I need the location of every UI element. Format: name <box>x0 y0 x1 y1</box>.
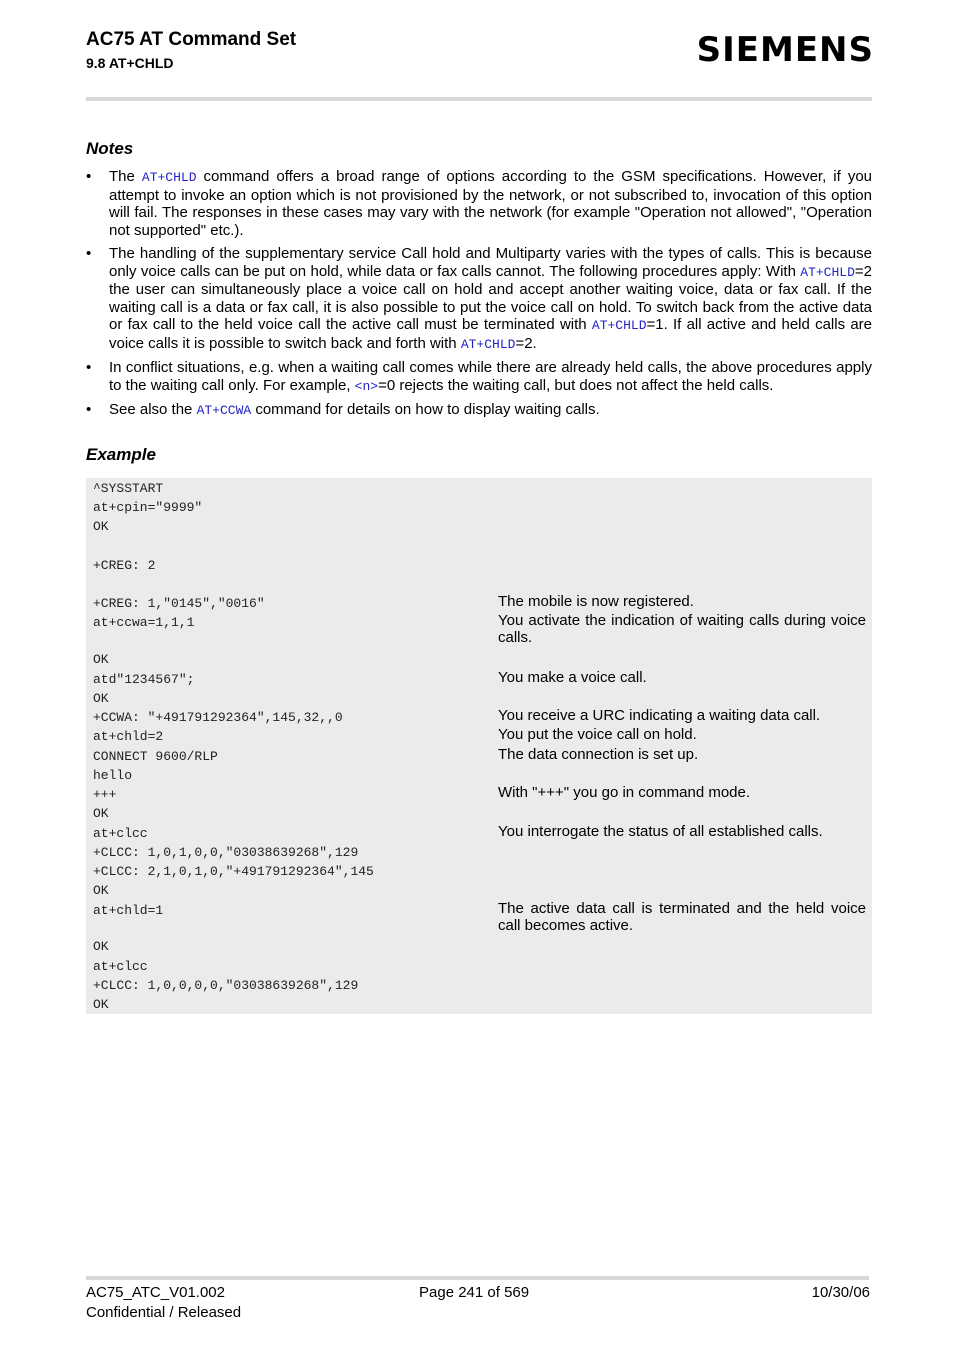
code-line: OK <box>93 806 109 821</box>
code-line: at+clcc <box>93 826 148 841</box>
example-comment: You activate the indication of waiting calls during voice calls. <box>498 612 866 646</box>
command-link[interactable]: AT+CHLD <box>141 170 197 185</box>
note-text: The handling of the supplementary service Call hold and Multiparty varies with the types of calls. This is because only voice calls can be put on hold, while data or fax calls cannot. The following procedures apply: With <box>109 245 872 280</box>
code-line: CONNECT 9600/RLP <box>93 749 218 764</box>
note-text: =1. If all active and held calls are voice calls it is possible to switch back and forth with <box>109 316 873 352</box>
notes-heading: Notes <box>86 139 134 158</box>
note-text: =2 the user can simultaneously place a voice call on hold and accept another waiting voice, data or fax call. If the waiting call is a data or fax call, it is also possible to put the voice call on hold. To switch back from the active data or fax call to the held voice call the active call must be terminated with <box>109 262 872 333</box>
code-line: +CCWA: "+491791292364",145,32,,0 <box>93 710 343 725</box>
note-text: The <box>109 168 142 185</box>
example-comment: You make a voice call. <box>498 669 647 686</box>
command-link[interactable]: AT+CHLD <box>800 264 855 280</box>
example-comment: You put the voice call on hold. <box>498 726 697 743</box>
code-line: +CLCC: 1,0,0,0,0,"03038639268",129 <box>93 978 359 993</box>
code-line: OK <box>93 519 109 534</box>
code-line: OK <box>93 883 109 898</box>
note-bullet <box>86 401 872 420</box>
example-box <box>86 478 872 1014</box>
code-line: at+ccwa=1,1,1 <box>93 615 195 630</box>
bullet-dot: • <box>86 401 92 418</box>
example-comment: You interrogate the status of all established calls. <box>498 823 823 840</box>
notes-list <box>86 168 872 426</box>
code-line: +++ <box>93 787 117 802</box>
footer-date: 10/30/06 <box>811 1284 870 1301</box>
code-line: +CREG: 1,"0145","0016" <box>93 596 265 611</box>
code-line: at+cpin="9999" <box>93 500 203 515</box>
command-link[interactable]: <n> <box>354 378 379 394</box>
footer-page-number: Page 241 of 569 <box>419 1284 530 1301</box>
header-subtitle: 9.8 AT+CHLD <box>86 55 174 71</box>
command-link[interactable]: AT+CCWA <box>196 403 252 418</box>
footer-status: Confidential / Released <box>86 1304 242 1321</box>
code-line: OK <box>93 939 109 954</box>
footer-doc-id: AC75_ATC_V01.002 <box>86 1284 225 1301</box>
bullet-dot: • <box>86 245 92 262</box>
note-text: command for details on how to display waiting calls. <box>251 401 600 418</box>
note-bullet <box>86 245 872 353</box>
note-text: In conflict situations, e.g. when a waiting call comes while there are already held calls, the above procedures apply to the waiting call only. For example, <box>109 359 872 394</box>
header-title: AC75 AT Command Set <box>86 29 297 50</box>
note-bullet <box>86 359 872 395</box>
header-rule <box>86 97 872 101</box>
code-line: at+chld=1 <box>93 903 164 918</box>
code-line: OK <box>93 997 109 1012</box>
code-line: at+chld=2 <box>93 729 164 744</box>
note-text: See also the <box>109 401 197 418</box>
code-line: at+clcc <box>93 959 148 974</box>
code-line: hello <box>93 768 133 783</box>
example-comment: You receive a URC indicating a waiting data call. <box>498 707 821 724</box>
note-text: =0 rejects the waiting call, but does not affect the held calls. <box>378 376 774 394</box>
code-line: OK <box>93 652 109 667</box>
example-heading: Example <box>86 445 156 464</box>
bullet-dot: • <box>86 359 92 376</box>
example-comment: The mobile is now registered. <box>498 593 694 610</box>
bullet-dot: • <box>86 168 92 185</box>
code-line: atd"1234567"; <box>93 672 195 687</box>
example-comment: With "+++" you go in command mode. <box>498 784 751 801</box>
example-comment: The data connection is set up. <box>498 746 699 763</box>
note-bullet <box>86 168 872 239</box>
command-link[interactable]: AT+CHLD <box>460 336 516 352</box>
footer-rule <box>86 1276 869 1280</box>
code-line: +CREG: 2 <box>93 558 156 573</box>
note-text: =2. <box>515 334 537 352</box>
example-comment: The active data call is terminated and the held voice call becomes active. <box>498 900 866 934</box>
code-line: OK <box>93 691 109 706</box>
code-line: ^SYSSTART <box>93 481 164 496</box>
command-link[interactable]: AT+CHLD <box>591 318 647 333</box>
siemens-logo: SIEMENS <box>696 30 874 70</box>
code-line: +CLCC: 1,0,1,0,0,"03038639268",129 <box>93 845 359 860</box>
note-text: command offers a broad range of options according to the GSM specifications. However, if you attempt to invoke an option which is not provisioned by the network, or not subscribed to, invocation of this option will fail. The responses in these cases may vary with the network (for example "Operation not allowed", "Operation not supported" etc.). <box>109 168 873 239</box>
code-line: +CLCC: 2,1,0,1,0,"+491791292364",145 <box>93 864 374 879</box>
